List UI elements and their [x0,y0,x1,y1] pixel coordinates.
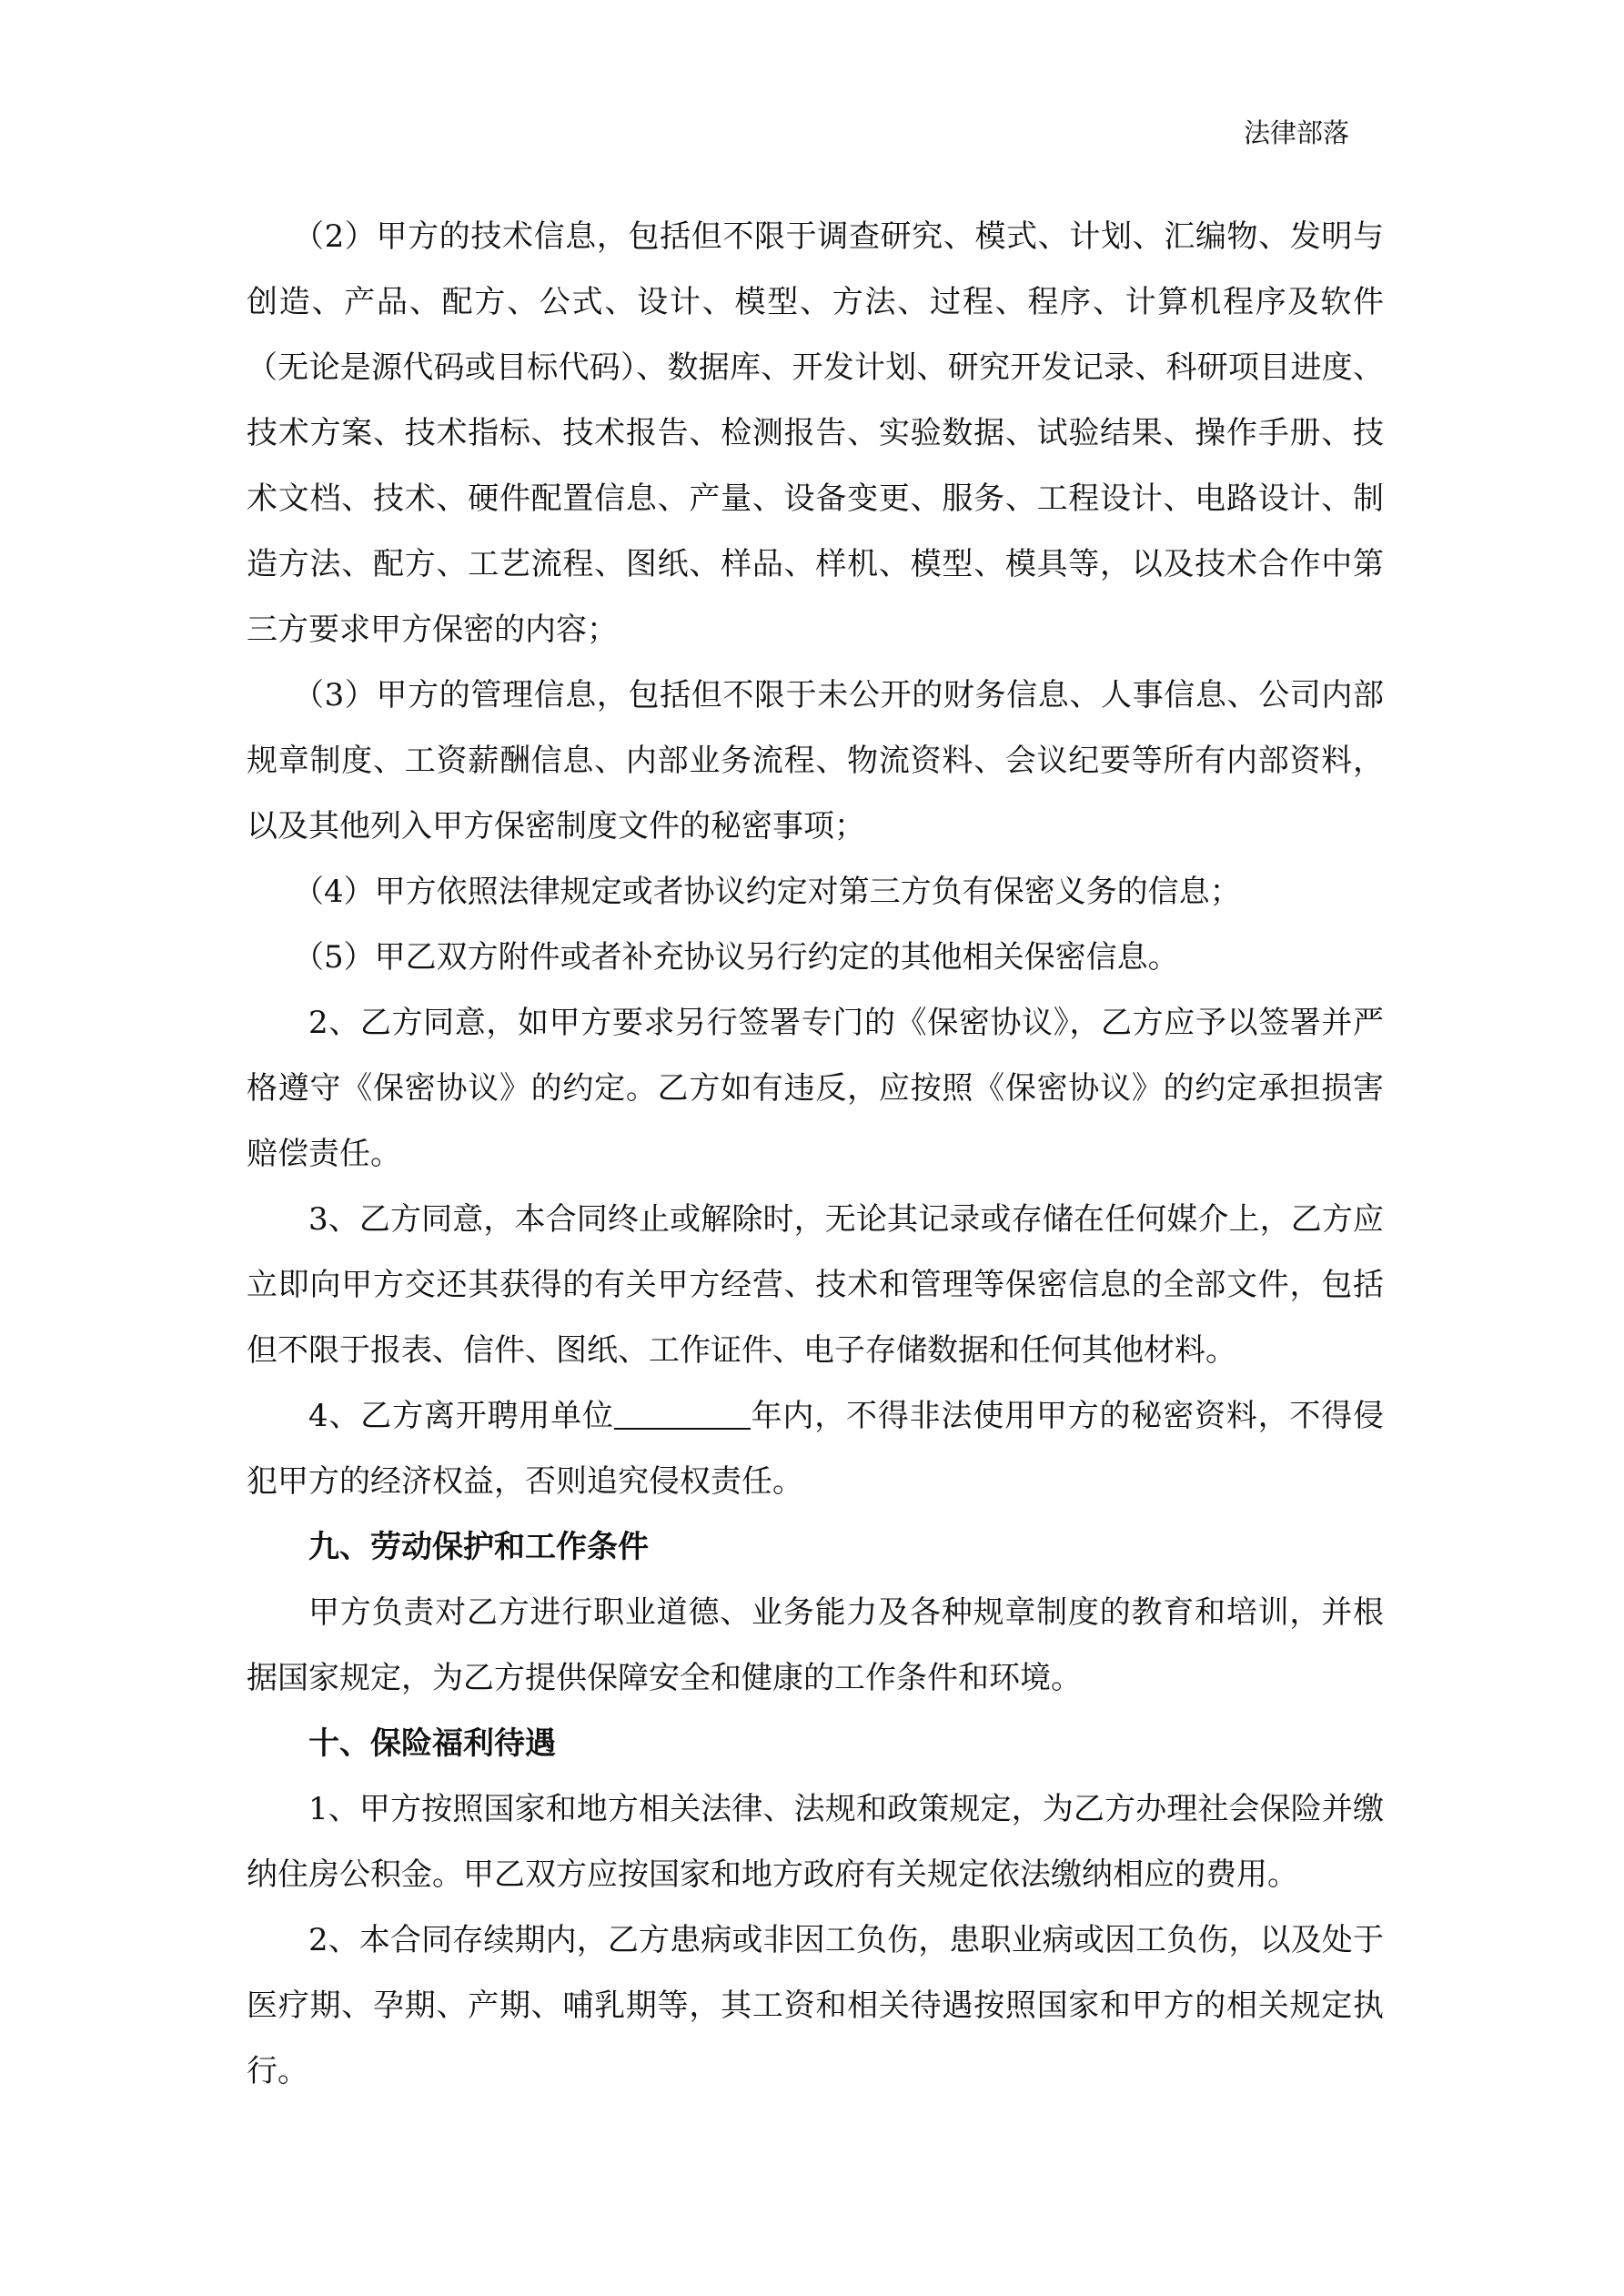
page-header: 法律部落 [1243,117,1349,148]
item-4-non-use-period [247,1383,1384,1514]
item-2-confidentiality-agreement: 2、乙方同意，如甲方要求另行签署专门的《保密协议》，乙方应予以签署并严格遵守《保密协议》的约定。乙方如有违反，应按照《保密协议》的约定承担损害赔偿责任。 [247,1005,1384,1172]
clause-5-other-info: （5）甲乙双方附件或者补充协议另行约定的其他相关保密信息。 [293,939,1179,976]
document-body [247,204,1384,2104]
item-4-text-before: 4、乙方离开聘用单位 [308,1398,614,1434]
years-blank-field[interactable] [614,1397,751,1430]
clause-3-management-info: （3）甲方的管理信息，包括但不限于未公开的财务信息、人事信息、公司内部规章制度、工资薪酬信息、内部业务流程、物流资料、会议纪要等所有内部资料，以及其他列入甲方保密制度文件的秘密事项； [247,677,1384,845]
section-9-heading: 九、劳动保护和工作条件 [308,1529,649,1565]
item-4-text-after: 年内，不得非法使用甲方的秘密资料，不得侵犯甲方的经济权益，否则追究侵权责任。 [247,1398,1385,1500]
item-3-return-documents: 3、乙方同意，本合同终止或解除时，无论其记录或存储在任何媒介上，乙方应立即向甲方交还其获得的有关甲方经营、技术和管理等保密信息的全部文件，包括但不限于报表、信件、图纸、工作证件、电子存储数据和任何其他材料。 [247,1201,1384,1369]
section-10-item-1: 1、甲方按照国家和地方相关法律、法规和政策规定，为乙方办理社会保险并缴纳住房公积金。甲乙双方应按国家和地方政府有关规定依法缴纳相应的费用。 [247,1791,1384,1893]
section-10-heading: 十、保险福利待遇 [308,1725,556,1762]
section-9-text: 甲方负责对乙方进行职业道德、业务能力及各种规章制度的教育和培训，并根据国家规定，为乙方提供保障安全和健康的工作条件和环境。 [247,1594,1384,1696]
section-10-item-2: 2、本合同存续期内，乙方患病或非因工负伤，患职业病或因工负伤，以及处于医疗期、孕期、产期、哺乳期等，其工资和相关待遇按照国家和甲方的相关规定执行。 [247,1922,1384,2089]
clause-4-third-party-info: （4）甲方依照法律规定或者协议约定对第三方负有保密义务的信息； [293,874,1241,910]
clause-2-technical-info: （2）甲方的技术信息，包括但不限于调查研究、模式、计划、汇编物、发明与创造、产品、配方、公式、设计、模型、方法、过程、程序、计算机程序及软件（无论是源代码或目标代码）、数据库、开发计划、研究开发记录、科研项目进度、技术方案、技术指标、技术报告、检测报告、实验数据、试验结果、操作手册、技术文档、技术、硬件配置信息、产量、设备变更、服务、工程设计、电路设计、制造方法、配方、工艺流程、图纸、样品、样机、模型、模具等，以及技术合作中第三方要求甲方保密的内容； [247,218,1384,648]
